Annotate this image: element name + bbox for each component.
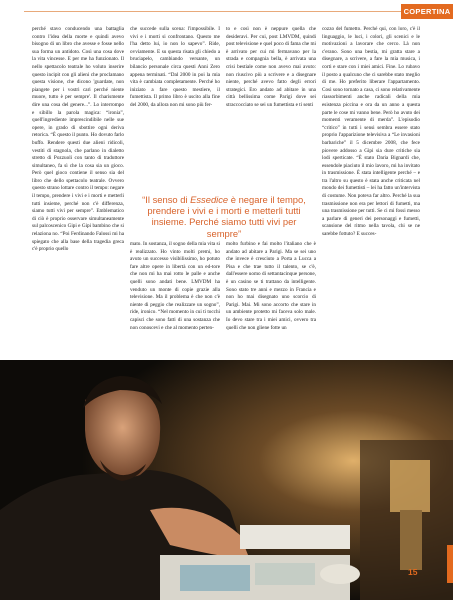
- portrait-photo: [0, 360, 453, 600]
- face: [85, 387, 160, 478]
- jar: [400, 510, 422, 570]
- page-number: 15: [408, 567, 418, 577]
- article-column-3: [226, 26, 316, 189]
- header-rule: [24, 11, 401, 12]
- paper-stack: [240, 525, 350, 549]
- article-column-1: [32, 26, 124, 359]
- section-header: [0, 0, 453, 22]
- drawing-sheet: [180, 565, 250, 591]
- portrait-illustration: [0, 360, 453, 600]
- drawing-sheet-2: [255, 563, 315, 585]
- article-column-3-lower: [226, 241, 316, 359]
- column-text: mato. In sostanza, il sogno della mia vita si è realizzato. Ho vinto molti premi, ho avuto un successo visibilissimo, ho potuto fare altre opere in libertà con un ed-tore che non mi ha mai rotto le palle e anche quelli sono andati bene. LMVDM ha venduto un monte di copie grazie alla televisione. Ma il problema è che non c'è niente di peggio che realizzare un sogno”, ride, ironico. “Nel momento in cui ti tocchi capisci che sono fatti di una sostanza che non conoscevi e che al momento perten-: [130, 241, 220, 331]
- column-text: to e così non è neppure quella che desideravi. Per cui, post LMVDM, quindi post televisione e quel poco di fama che mi è arrivato per cui mi fermavano per la strada e compagnia bella, è arrivata una crisi bestiale come non avevo mai avuto: non riuscivo più a scrivere e a disegnare niente, perché avevo fatto degli errori strategici. Ero andato ad abitare in una città bellissima come Parigi dove sei straccocciato se sei un fumettista e ti senti: [226, 26, 316, 108]
- lamp-glow: [390, 460, 430, 512]
- cup: [320, 564, 360, 584]
- side-tab: [447, 545, 453, 583]
- column-text: che succede sulla scena: l'impossibile. I vivi e i morti si confrontano. Questo me l'ha detto lui, io non lo sapevo”. Ride, ovviamente. E su questa risata gli chiedo a bruciapelo, cambiando versante, un bilancio personale circa questi Anni Zero appena terminati. “Dal 2000 in poi la mia vita è cambiata completamente. Perché ho iniziato a fare questo mestiere, il fumettista. Il primo libro è uscito alla fine del 2000, da allora non mi sono più fer-: [130, 26, 220, 108]
- pull-quote: [134, 194, 314, 240]
- pull-quote-before: “Il senso di: [142, 194, 191, 205]
- pull-quote-title: Essedice: [190, 194, 229, 205]
- section-label: COPERTINA: [401, 4, 453, 19]
- article-column-2: [130, 26, 220, 189]
- column-text: cozzo del fumetto. Perché qui, con loro, c'è il linguaggio, le luci, i colori, gli scenici e le motivazioni a lavorare che cerco. Là non c'erano. Sono una bestia, mi gratta stare a disegnare, a scrivere, a fare la mia musica, i corti e stare con i miei amici. Fine. Lo rubavo il posto a qualcuno che ci sarebbe stato meglio di me. Ho preferito liberare l'appartamento. Così sono tornato a casa, ci sono relativamente riassorbimenti anche radicali della mia esistenza piccina e ora da un anno a questa parte le cose mi vanno bene. Però ho avuto dei momenti veramente di merda”. L'episodio “critico” in tutti i sensi sembra essere stato proprio l'apparizione televisiva a “Le invasioni barbariche” il 5 dicembre 2008, che fece piovere addosso a Gipi sia dure critiche sia lodi sperticate. “È stato Daria Bignardi che, essendole piaciuto il mio lavoro, mi ha invitato in trasmissione. È stata intelligente perché – e tra l'altro su questo è stata anche criticata nel mondo dei fumettisti – lei ha fatto un'intervista di costume. Non poteva far altro. Perché la sua trasmissione non era per lettori di fumetti, ma una trasmissione per tutti. Se ci mi fossi messo a parlare di generi dei personaggi e fumetti, scansione del ritmo nella tavola, chi se ne sarebbe fottuto? E succes-: [322, 26, 420, 238]
- column-text: molto furbino e fai molto l'italiano che è andato ad abitare a Parigi. Ma se sei uno che invece è cresciuto a Porta a Lucca a Pisa e che trae tutto il talento, se c'è, dall'essere uomo di settantacinque persone, è un casino se ti trattano da intelligente. Sono stato tre anni e mezzo in Francia e non ho mai disegnato uno scorcio di Parigi. Mai. Mi sono accorto che stare in un ambiente protetto mi faceva solo male. Io devo stare tra i miei amici, ovvero tra quelli che non gliene fotte un: [226, 241, 316, 331]
- pull-quote-after: è negare il tempo, prendere i vivi e i morti e metterli tutti insieme. Perché siamo tutti vivi per sempre”: [147, 194, 306, 239]
- column-text: perché stavo conducendo una battaglia contro l'idea della morte e quindi avevo bisogno di un libro che avesse e fosse nello sua forma un antidoto. Così una cosa dove la vita vincesse. E per me ha funzionato. Il nello spettacolo teatrale ho voluto inserire questo incipit con gli alieni che proclamano questa visione, che dicono 'guardate, non piangete per i vostri cari perché niente muore, tutto è per sempre'. Il charismente dire una cosa del genere...”. Lo interrompo e sibillo la parola magica: “ironia”, quell'ingrediente imprescindibile nelle sue opere, in grado di sbottire ogni deriva retorica. “È questo il punto. Ho dovuto farlo buffo. Rendere questi due alieni ridicoli, vestiti di stagnola, che parlano in dialetto stretto di Pozzuoli con tanto di traduttore simultaneo, fa sì che la cosa sia un gioco. Però quel gioco contiene il senso sia del libro che dello spettacolo teatrale. Ovvero questo strano lottare contro il tempo: negare il tempo, prendere i vivi e i morti e metterli tutti insieme, perché non c'è differenza, siamo tutti vivi per sempre”. Emblematico di ciò è proprio osservare simultaneamente sul palcoscenico Gipi e Gipi bambino che si relaziona no. “Poi Ferdinando Falossi mi ha spiegato che alla base della tragedia greca c'è proprio quello: [32, 26, 124, 253]
- article-column-2-lower: [130, 241, 220, 359]
- article-column-4: [322, 26, 420, 359]
